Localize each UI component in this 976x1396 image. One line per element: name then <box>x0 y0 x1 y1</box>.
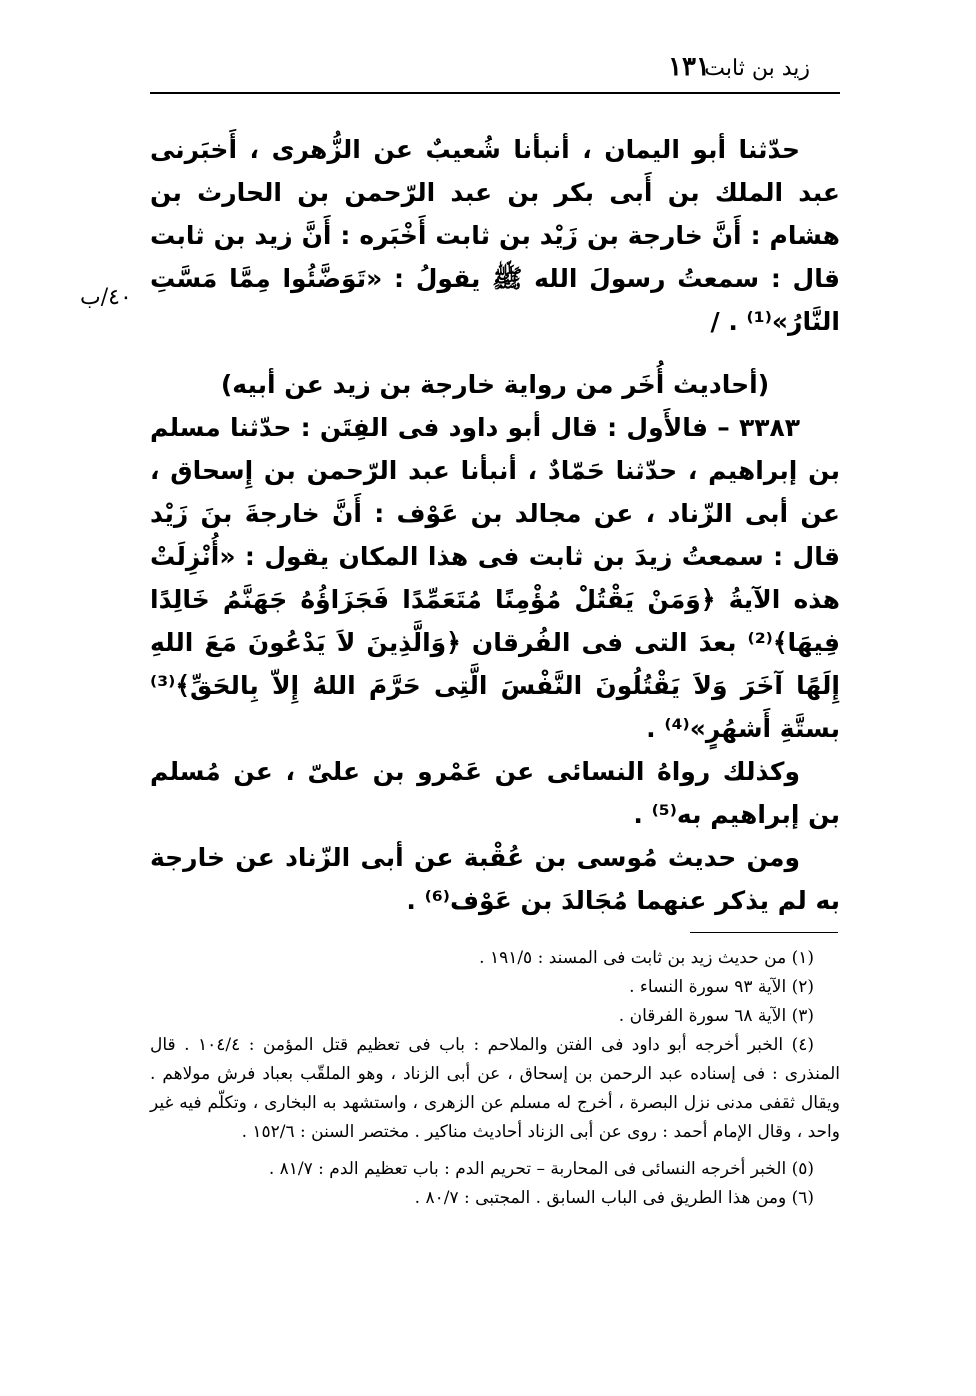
header-rule <box>150 92 840 94</box>
footnote-5: (٥) الخبر أخرجه النسائى فى المحاربة – تحريم الدم : باب تعظيم الدم : ٨١/٧ . <box>268 1159 814 1179</box>
page-number: ١٣١ <box>668 52 710 82</box>
footnote-6: (٦) ومن هذا الطريق فى الباب السابق . المجتبى : ٨٠/٧ . <box>414 1188 814 1208</box>
paragraph-hadith-3383: ٣٣٨٣ – فالأَول : قال أبو داود فى الفِتَن : حدّثنا مسلم بن إبراهيم ، حدّثنا حَمّادٌ ، أنبأنا عبد الرّحمن بن إِسحاق ، عن أبى الزّناد ، عن مجالد بن عَوْف : أَنَّ خارجةَ بنَ زَيْد قال : سمعتُ زيدَ بن ثابت فى هذا المكان يقول : «أُنْزِلَتْ هذه الآيةُ ﴿وَمَنْ يَقْتُلْ مُؤْمِنًا مُتَعَمِّدًا فَجَزَاؤُهُ جَهَنَّمُ خَالِدًا فِيهَا﴾⁽²⁾ بعدَ التى فى الفُرقان ﴿وَالَّذِينَ لاَ يَدْعُونَ مَعَ اللهِ إِلَهًا آخَرَ وَلاَ يَقْتُلُونَ النَّفْسَ الَّتِى حَرَّمَ اللهُ إِلاّ بِالحَقِّ﴾⁽³⁾ بستَّةِ أَشهُرٍ»⁽⁴⁾ . <box>150 413 840 743</box>
paragraph-nasai: وكذلك رواهُ النسائى عن عَمْرو بن علىّ ، عن مُسلم بن إبراهيم به⁽⁵⁾ . <box>150 757 840 829</box>
footnote-1: (١) من حديث زيد بن ثابت فى المسند : ١٩١/٥ . <box>479 948 814 968</box>
footnote-rule <box>690 932 838 933</box>
footnote-2: (٢) الآية ٩٣ سورة النساء . <box>629 977 814 997</box>
section-heading: (أحاديث أُخَر من رواية خارجة بن زيد عن أبيه) <box>220 370 770 399</box>
footnote-4: (٤) الخبر أخرجه أبو داود فى الفتن والملاحم : باب فى تعظيم قتل المؤمن : ١٠٤/٤ . قال المنذرى : فى إسناده عبد الرحمن بن إسحاق ، عن أبى الزناد ، وهو الملقّب بعباد فرش مولاهم . ويقال ثقفى مدنى نزل البصرة ، أخرج له مسلم عن الزهرى ، واستشهد به البخارى ، وتكلّم فيه غير واحد ، وقال الإمام أحمد : روى عن أبى الزناد أحاديث مناكير . مختصر السنن : ١٥٢/٦ . <box>150 1035 840 1142</box>
footnote-3: (٣) الآية ٦٨ سورة الفرقان . <box>618 1006 814 1026</box>
main-text <box>150 128 840 922</box>
footnotes <box>150 944 840 1213</box>
running-title: زيد بن ثابت <box>704 56 810 81</box>
paragraph-hadith-1: حدّثنا أبو اليمان ، أنبأنا شُعيبٌ عن الزُّهرى ، أَخبَرنى عبد الملك بن أَبى بكر بن عبد الرّحمن بن الحارث بن هشام : أَنَّ خارجة بن زَيْد بن ثابت أَخْبَره : أَنَّ زيد بن ثابت قال : سمعتُ رسولَ الله ﷺ يقولُ : «تَوَضَّئُوا مِمَّا مَسَّتِ النَّارُ»⁽¹⁾ . / <box>150 135 840 336</box>
paragraph-musa: ومن حديث مُوسى بن عُقْبة عن أبى الزّناد عن خارجة به لم يذكر عنهما مُجَالدَ بن عَوْف⁽⁶⁾ . <box>150 843 840 915</box>
running-header <box>150 52 840 92</box>
margin-folio-note: ٤٠/ب <box>80 285 132 310</box>
